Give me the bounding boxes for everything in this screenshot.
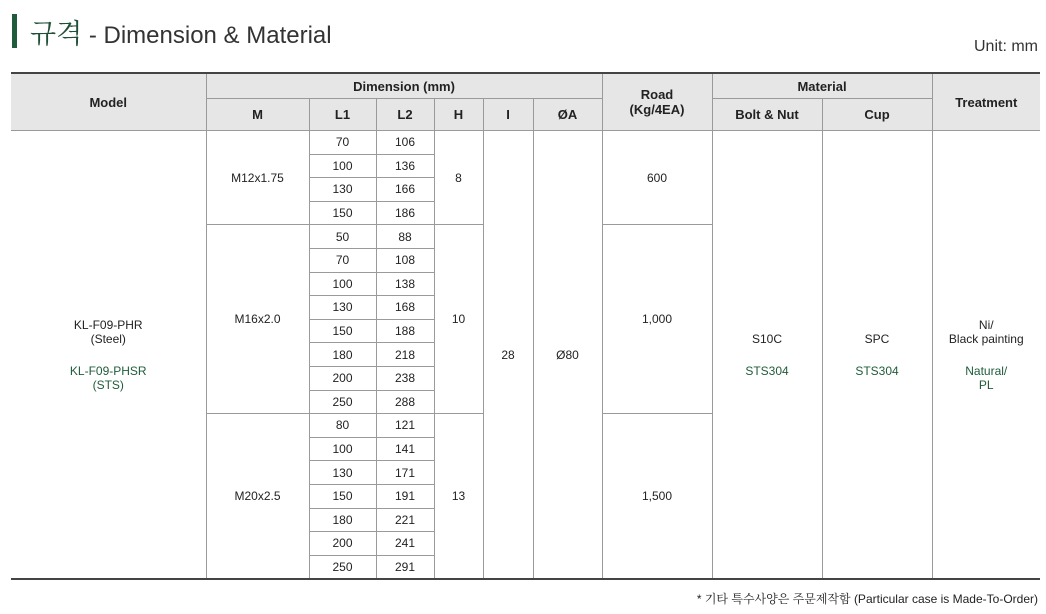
m-cell: M16x2.0 — [206, 225, 309, 414]
oa-cell: Ø80 — [533, 131, 602, 580]
l1-cell: 100 — [309, 154, 376, 178]
unit-label: Unit: mm — [974, 38, 1038, 55]
l1-cell: 200 — [309, 366, 376, 390]
road-cell: 1,000 — [602, 225, 712, 414]
page-title-korean: 규격 — [30, 19, 83, 49]
l1-cell: 200 — [309, 532, 376, 556]
l2-cell: 108 — [376, 248, 434, 272]
header-l2: L2 — [376, 99, 434, 131]
treatment-cell — [932, 131, 1040, 580]
l1-cell: 180 — [309, 508, 376, 532]
treatment-steel-line1: Ni/ — [978, 317, 994, 332]
m-cell: M20x2.5 — [206, 414, 309, 580]
header-bolt-nut: Bolt & Nut — [712, 99, 822, 131]
l2-cell: 186 — [376, 201, 434, 225]
l1-cell: 130 — [309, 178, 376, 202]
cup-sts: STS304 — [855, 363, 899, 378]
road-cell: 1,500 — [602, 414, 712, 580]
l1-cell: 150 — [309, 201, 376, 225]
road-cell: 600 — [602, 131, 712, 225]
l1-cell: 250 — [309, 390, 376, 414]
l2-cell: 191 — [376, 484, 434, 508]
l1-cell: 180 — [309, 343, 376, 367]
l2-cell: 168 — [376, 296, 434, 320]
h-cell: 13 — [434, 414, 483, 580]
cup-cell — [822, 131, 932, 580]
l2-cell: 288 — [376, 390, 434, 414]
l1-cell: 130 — [309, 296, 376, 320]
l1-cell: 150 — [309, 484, 376, 508]
model-sts-name: KL-F09-PHSR — [69, 363, 147, 378]
table-body — [11, 131, 1040, 580]
m-cell: M12x1.75 — [206, 131, 309, 225]
header-road-line1: Road — [640, 87, 674, 102]
header-treatment: Treatment — [932, 73, 1040, 131]
header-road — [602, 73, 712, 131]
model-sts-note: (STS) — [92, 377, 124, 392]
header-oa: ØA — [533, 99, 602, 131]
spec-table — [11, 72, 1040, 580]
l1-cell: 70 — [309, 248, 376, 272]
header-l1: L1 — [309, 99, 376, 131]
model-steel-note: (Steel) — [90, 331, 126, 346]
bolt-nut-steel: S10C — [751, 331, 783, 346]
treatment-sts-line1: Natural/ — [965, 363, 1008, 378]
header-m: M — [206, 99, 309, 131]
l2-cell: 238 — [376, 366, 434, 390]
l1-cell: 130 — [309, 461, 376, 485]
h-cell: 8 — [434, 131, 483, 225]
header-model: Model — [11, 73, 206, 131]
l1-cell: 100 — [309, 272, 376, 296]
bolt-nut-sts: STS304 — [745, 363, 789, 378]
model-cell — [11, 131, 206, 580]
l1-cell: 50 — [309, 225, 376, 249]
header-h: H — [434, 99, 483, 131]
table-row — [11, 131, 1040, 155]
l2-cell: 121 — [376, 414, 434, 438]
l2-cell: 141 — [376, 437, 434, 461]
header-i: I — [483, 99, 533, 131]
l1-cell: 70 — [309, 131, 376, 155]
l2-cell: 241 — [376, 532, 434, 556]
footnote: * 기타 특수사양은 주문제작함 (Particular case is Made-To-Order) — [696, 592, 1038, 606]
l2-cell: 221 — [376, 508, 434, 532]
l2-cell: 291 — [376, 555, 434, 579]
l1-cell: 100 — [309, 437, 376, 461]
treatment-sts-line2: PL — [978, 377, 994, 392]
l2-cell: 106 — [376, 131, 434, 155]
page-title-english: - Dimension & Material — [88, 22, 332, 49]
l2-cell: 88 — [376, 225, 434, 249]
header-road-line2: (Kg/4EA) — [629, 102, 685, 117]
bolt-nut-cell — [712, 131, 822, 580]
page-title — [30, 12, 332, 51]
model-steel-name: KL-F09-PHR — [73, 317, 143, 332]
treatment-steel-line2: Black painting — [948, 331, 1024, 346]
cup-steel: SPC — [864, 331, 890, 346]
l2-cell: 166 — [376, 178, 434, 202]
l1-cell: 150 — [309, 319, 376, 343]
title-accent-bar — [12, 14, 17, 48]
l2-cell: 171 — [376, 461, 434, 485]
l2-cell: 218 — [376, 343, 434, 367]
l2-cell: 188 — [376, 319, 434, 343]
header-cup: Cup — [822, 99, 932, 131]
header-material: Material — [712, 73, 932, 99]
l2-cell: 138 — [376, 272, 434, 296]
table-header — [11, 73, 1040, 131]
i-cell: 28 — [483, 131, 533, 580]
l1-cell: 250 — [309, 555, 376, 579]
l1-cell: 80 — [309, 414, 376, 438]
l2-cell: 136 — [376, 154, 434, 178]
header-dimension: Dimension (mm) — [206, 73, 602, 99]
h-cell: 10 — [434, 225, 483, 414]
